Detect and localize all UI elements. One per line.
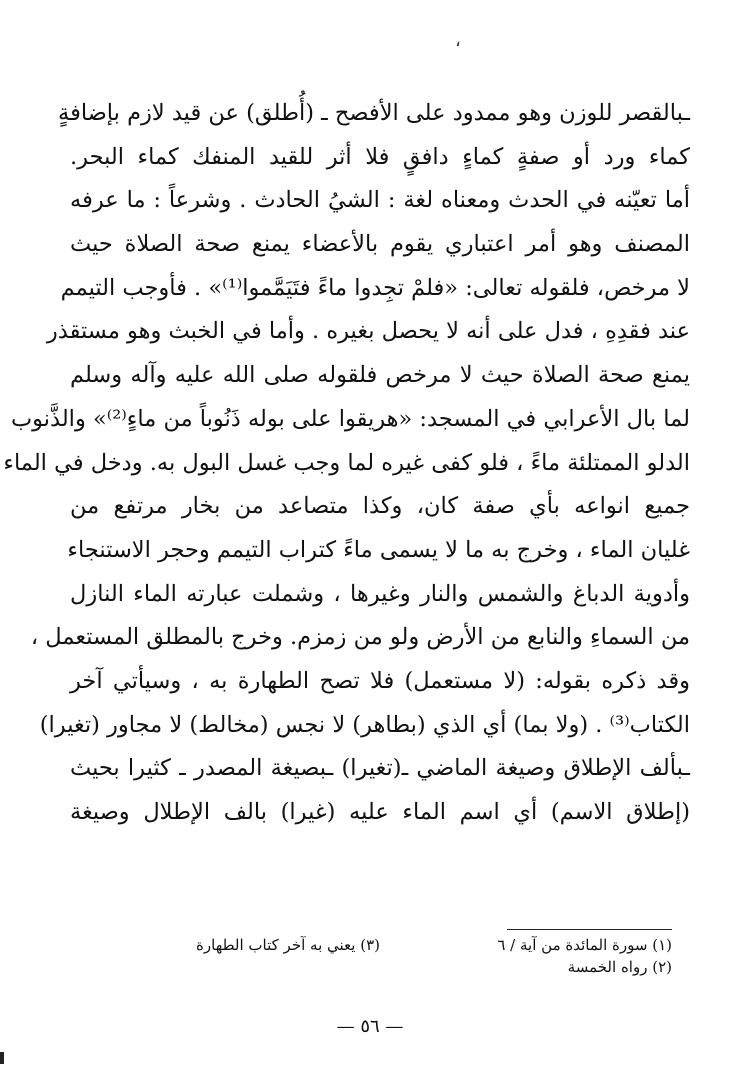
text-line: غليان الماء ، وخرج به ما لا يسمى ماءً كتراب التيمم وحجر الاستنجاء [67,536,690,563]
header-mark: ، [455,30,461,51]
footnote-divider [507,929,672,930]
text-line: لا مرخص، فلقوله تعالى: «فلمْ تجِدوا ماءً فتَيَمَّموا⁽¹⁾» . فأوجب التيمم [60,274,690,301]
text-line: يمنع صحة الصلاة حيث لا مرخص فلقوله صلى الله عليه وآله وسلم [70,362,690,389]
footnotes-right-column [440,934,672,978]
text-line: لما بال الأعرابي في المسجد: «هريقوا على بوله ذَنُوباً من ماءٍ⁽²⁾» والذَّنوب [10,405,690,432]
text-line: المصنف وهو أمر اعتباري يقوم بالأعضاء يمنع صحة الصلاة حيث [70,231,690,258]
text-line: ـبالقصر للوزن وهو ممدود على الأفصح ـ (أُطلق) عن قيد لازم بإضافةٍ [58,100,690,126]
footnote-1: (١) سورة المائدة من آية / ٦ [497,936,672,954]
text-line: الدلو الممتلئة ماءً ، فلو كفى غيره لما وجب غسل البول به. ودخل في الماء [3,449,690,476]
text-line: جميع انواعه بأي صفة كان، وكذا متصاعد من بخار مرتفع من [70,493,690,520]
footnote-2: (٢) رواه الخمسة [567,958,672,976]
footnote-3: (٣) يعني به آخر كتاب الطهارة [196,936,380,954]
text-line: عند فقدِهِ ، فدل على أنه لا يحصل بغيره . وأما في الخبث وهو مستقذر [46,318,690,345]
text-line: أما تعيّنه في الحدث ومعناه لغة : الشيُ الحادث . وشرعاً : ما عرفه [70,187,690,214]
main-text-block [3,92,690,835]
text-line: من السماءِ والنابع من الأرض ولو من زمزم. وخرج بالمطلق المستعمل ، [30,624,690,651]
text-line: وقد ذكره بقوله: (لا مستعمل) فلا تصح الطهارة به ، وسيأتي آخر [70,667,690,694]
text-line: ـبألف الإطلاق وصيغة الماضي ـ(تغيرا) ـبصيغة المصدر ـ كثيرا بحيث [70,755,690,782]
text-line: (إطلاق الاسم) أي اسم الماء عليه (غيرا) بالف الإطلال وصيغة [70,799,690,825]
scan-edge-mark [0,1052,4,1064]
page-number: — ٥٦ — [336,1016,404,1037]
text-line: وأدوية الدباغ والشمس والنار وغيرها ، وشملت عبارته الماء النازل [70,580,690,607]
text-line: كماء ورد أو صفةٍ كماءٍ دافقٍ فلا أثر للقيد المنفك كماء البحر. [70,143,690,170]
text-line: الكتاب⁽³⁾ . (ولا بما) أي الذي (بطاهر) لا نجس (مخالط) لا مجاور (تغيرا) [39,711,690,738]
footnotes-left-column [110,934,380,956]
